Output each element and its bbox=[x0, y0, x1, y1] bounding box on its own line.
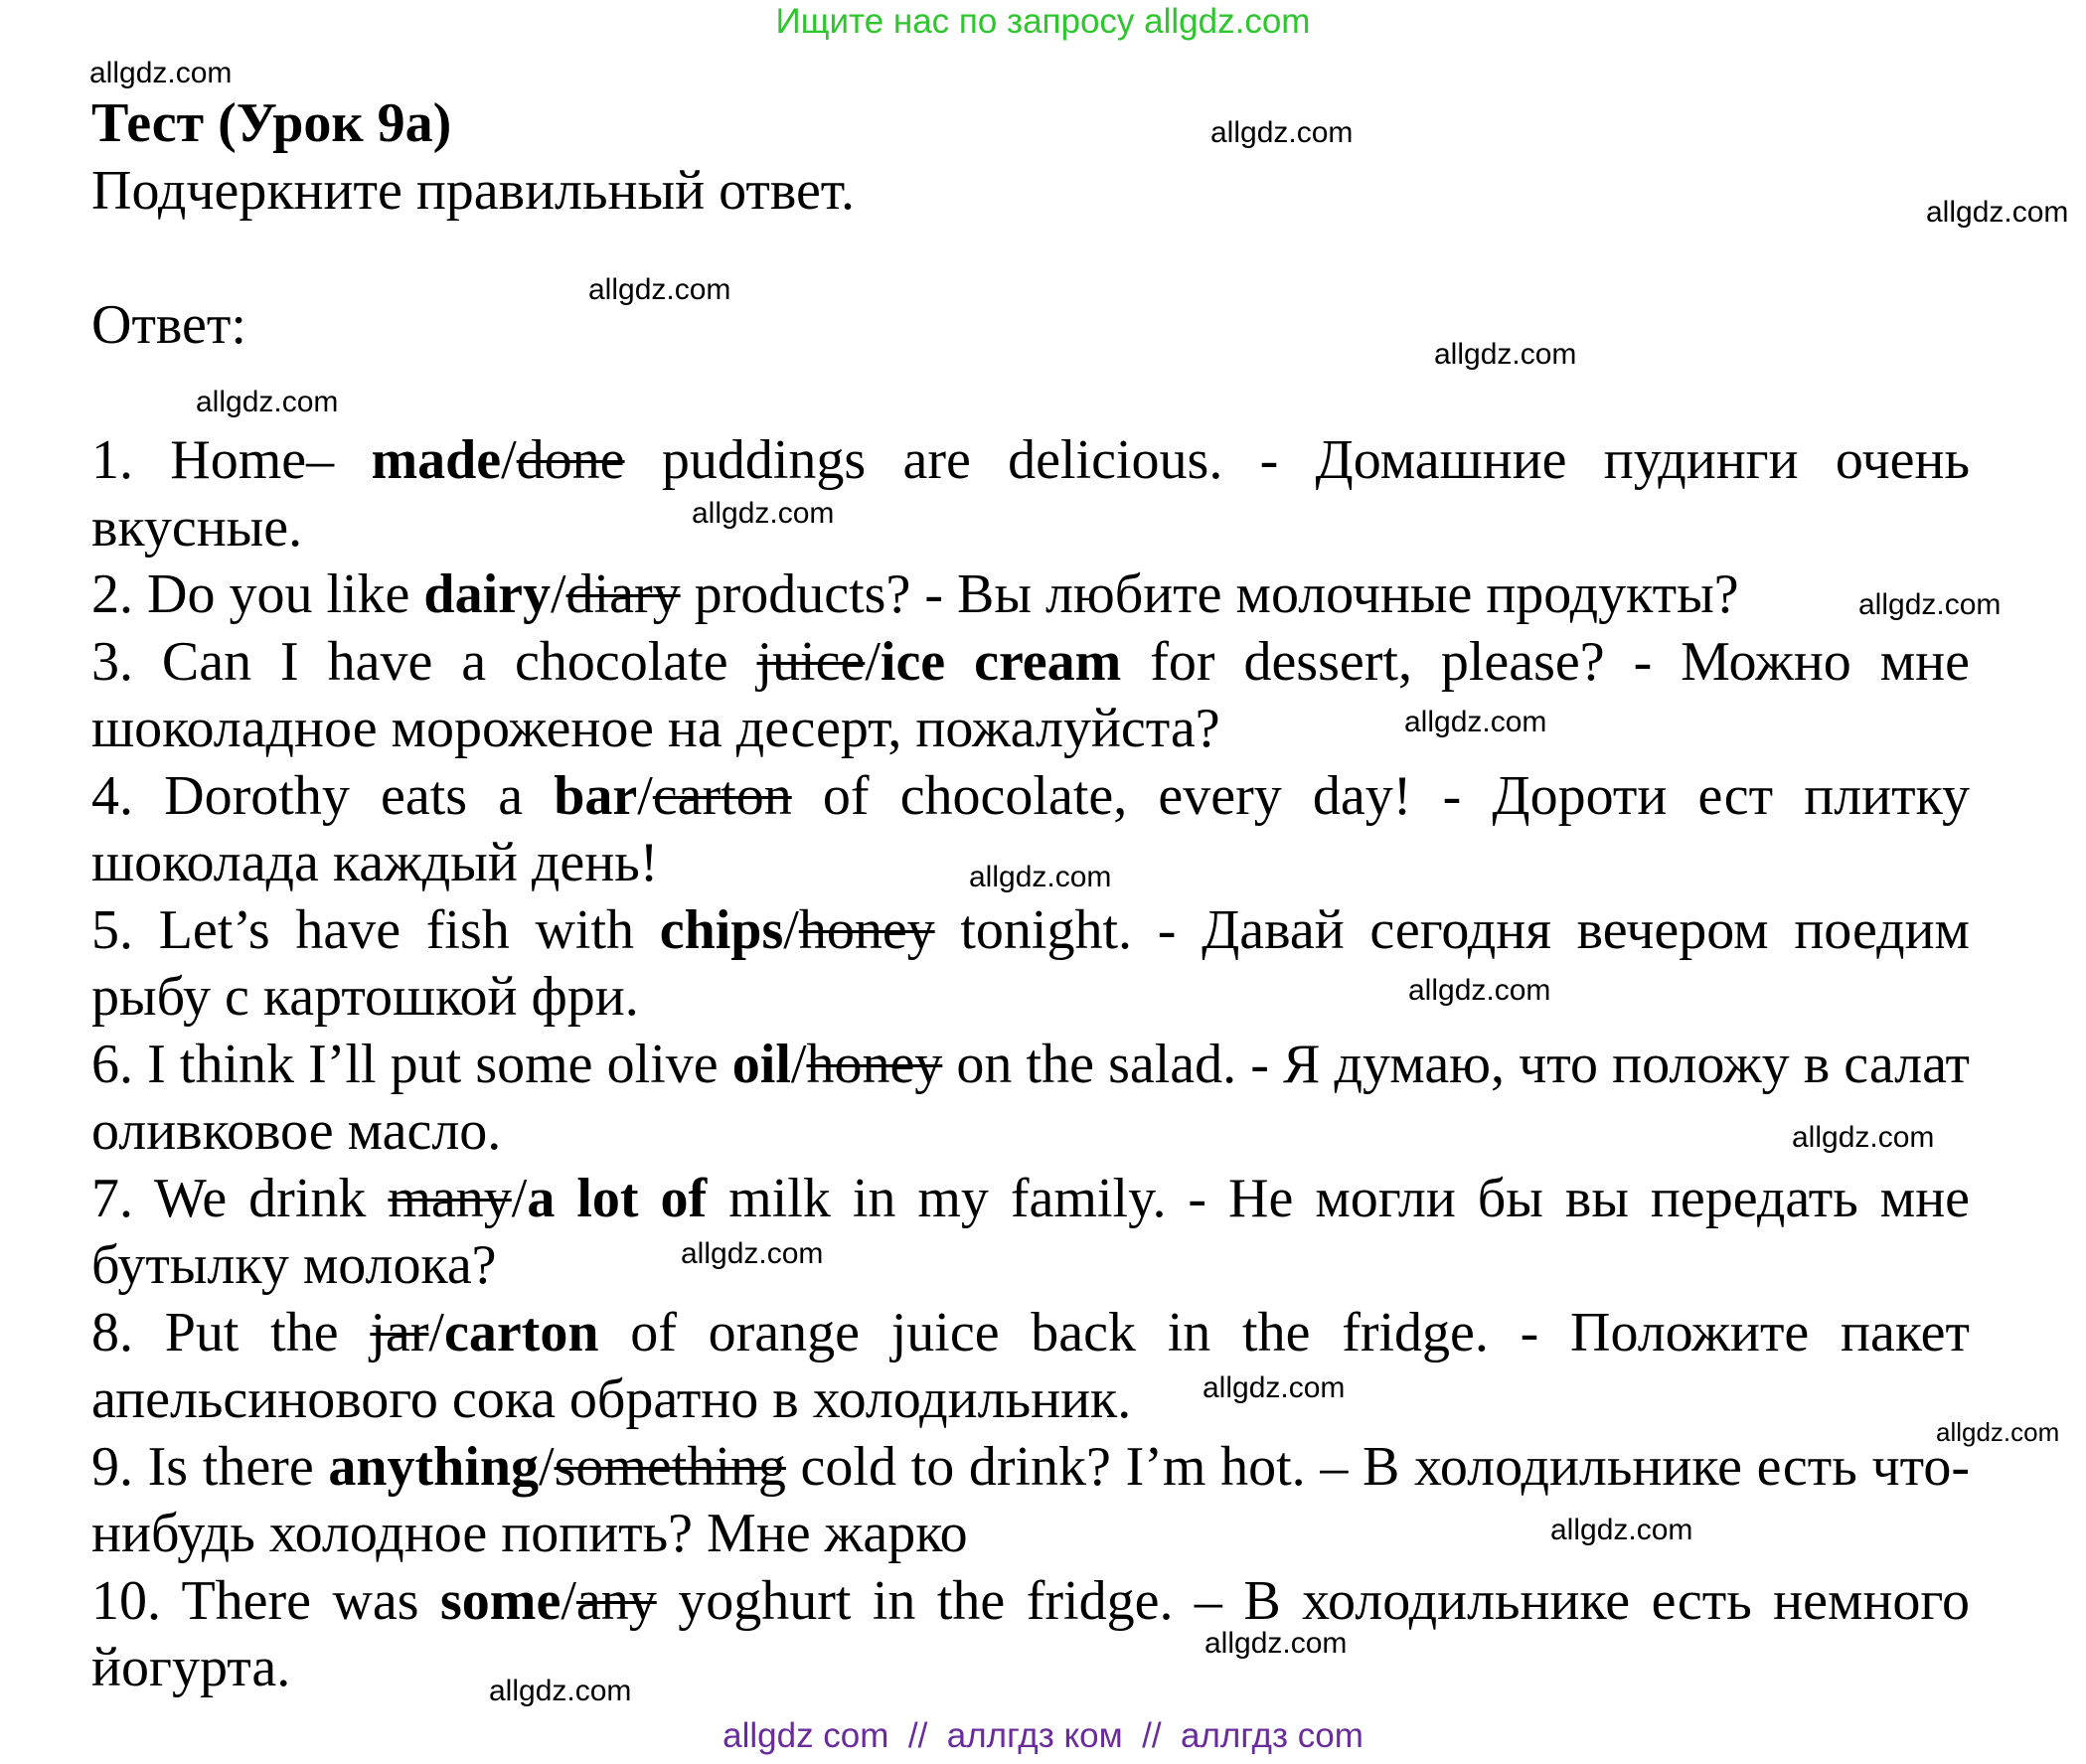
wrong-option: something bbox=[554, 1435, 786, 1498]
watermark: allgdz.com bbox=[1936, 1417, 2060, 1447]
answer-suffix: on the salad. - Я думаю, что положу в салат оливковое масло. bbox=[91, 1033, 1971, 1162]
watermark: allgdz.com bbox=[1858, 588, 2002, 621]
answer-prefix: 3. Can I have a chocolate bbox=[91, 630, 757, 693]
answer-item-7 bbox=[91, 1166, 1970, 1300]
option-separator: / bbox=[501, 429, 517, 491]
watermark: allgdz.com bbox=[588, 273, 731, 306]
page-title: Тест (Урок 9а) bbox=[91, 92, 452, 154]
answer-suffix: tonight. - Давай сегодня вечером поедим рыбу с картошкой фри. bbox=[91, 898, 1970, 1028]
answer-label: Ответ: bbox=[91, 294, 246, 356]
option-separator: / bbox=[865, 630, 881, 693]
option-separator: / bbox=[561, 1569, 576, 1632]
answer-item-2 bbox=[91, 561, 1970, 629]
answer-prefix: 2. Do you like bbox=[91, 563, 424, 625]
wrong-option: juice bbox=[756, 630, 866, 693]
watermark: allgdz.com bbox=[1204, 1627, 1348, 1660]
watermark: allgdz.com bbox=[1792, 1121, 1935, 1154]
wrong-option: jar bbox=[370, 1301, 429, 1363]
watermark: allgdz.com bbox=[1404, 706, 1547, 738]
option-separator: / bbox=[539, 1435, 555, 1498]
answer-prefix: 7. We drink bbox=[91, 1167, 389, 1229]
answer-prefix: 4. Dorothy eats a bbox=[91, 764, 555, 827]
wrong-option: any bbox=[575, 1569, 657, 1632]
answer-prefix: 8. Put the bbox=[91, 1301, 371, 1363]
answer-prefix: 5. Let’s have fish with bbox=[91, 898, 660, 961]
correct-option: a lot of bbox=[527, 1167, 708, 1229]
answer-item-10 bbox=[91, 1568, 1970, 1702]
answer-item-9 bbox=[91, 1434, 1970, 1568]
watermark: allgdz.com bbox=[692, 497, 835, 530]
correct-option: some bbox=[440, 1569, 562, 1632]
answer-suffix: of chocolate, every day! - Дороти ест плитку шоколада каждый день! bbox=[91, 764, 1970, 893]
watermark: allgdz.com bbox=[1210, 116, 1354, 149]
option-separator: / bbox=[428, 1301, 444, 1363]
top-banner: Ищите нас по запросу allgdz.com bbox=[775, 2, 1311, 41]
answer-prefix: 1. Home– bbox=[91, 429, 372, 491]
option-separator: / bbox=[783, 898, 799, 961]
answer-prefix: 9. Is there bbox=[91, 1435, 329, 1498]
correct-option: ice cream bbox=[880, 630, 1122, 693]
option-separator: / bbox=[637, 764, 653, 827]
watermark: allgdz.com bbox=[89, 57, 233, 89]
answer-prefix: 6. I think I’ll put some olive bbox=[91, 1033, 732, 1095]
watermark: allgdz.com bbox=[1203, 1371, 1346, 1404]
answer-list bbox=[91, 427, 1970, 1702]
wrong-option: diary bbox=[565, 563, 681, 625]
watermark: allgdz.com bbox=[1926, 196, 2069, 229]
correct-option: made bbox=[371, 429, 502, 491]
instruction-text: Подчеркните правильный ответ. bbox=[91, 160, 856, 222]
correct-option: bar bbox=[554, 764, 638, 827]
watermark: allgdz.com bbox=[196, 386, 339, 418]
answer-item-3 bbox=[91, 629, 1970, 763]
option-separator: / bbox=[790, 1033, 807, 1095]
answer-item-5 bbox=[91, 897, 1970, 1032]
answer-suffix: milk in my family. - Не могли бы вы передать мне бутылку молока? bbox=[91, 1167, 1971, 1296]
watermark: allgdz.com bbox=[1550, 1514, 1693, 1546]
answer-suffix: puddings are delicious. - Домашние пудинги очень вкусные. bbox=[91, 429, 1970, 559]
answer-prefix: 10. There was bbox=[91, 1569, 441, 1632]
correct-option: carton bbox=[443, 1301, 599, 1363]
option-separator: / bbox=[550, 563, 566, 625]
answer-suffix: for dessert, please? - Можно мне шоколадное мороженое на десерт, пожалуйста? bbox=[91, 630, 1970, 759]
watermark: allgdz.com bbox=[489, 1675, 632, 1707]
option-separator: / bbox=[511, 1167, 528, 1229]
answer-suffix: of orange juice back in the fridge. - Положите пакет апельсинового сока обратно в холодильник. bbox=[91, 1301, 1970, 1430]
watermark: allgdz.com bbox=[1434, 338, 1577, 371]
correct-option: oil bbox=[731, 1033, 791, 1095]
answer-suffix: products? - Вы любите молочные продукты? bbox=[680, 563, 1739, 625]
wrong-option: honey bbox=[806, 1033, 943, 1095]
answer-suffix: cold to drink? I’m hot. – В холодильнике есть что-нибудь холодное попить? Мне жарко bbox=[91, 1435, 1971, 1564]
answer-suffix: yoghurt in the fridge. – В холодильнике есть немного йогурта. bbox=[91, 1569, 1970, 1698]
answer-item-6 bbox=[91, 1032, 1970, 1166]
answer-item-1 bbox=[91, 427, 1970, 561]
watermark: allgdz.com bbox=[681, 1237, 824, 1270]
wrong-option: carton bbox=[652, 764, 792, 827]
wrong-option: honey bbox=[798, 898, 935, 961]
correct-option: anything bbox=[328, 1435, 539, 1498]
correct-option: chips bbox=[659, 898, 784, 961]
watermark: allgdz.com bbox=[1408, 974, 1551, 1007]
correct-option: dairy bbox=[423, 563, 551, 625]
answer-item-8 bbox=[91, 1300, 1970, 1434]
watermark: allgdz.com bbox=[969, 861, 1112, 893]
wrong-option: done bbox=[516, 429, 625, 491]
footer-links: allgdz com // аллгдз ком // аллгдз com bbox=[722, 1716, 1364, 1755]
wrong-option: many bbox=[388, 1167, 512, 1229]
